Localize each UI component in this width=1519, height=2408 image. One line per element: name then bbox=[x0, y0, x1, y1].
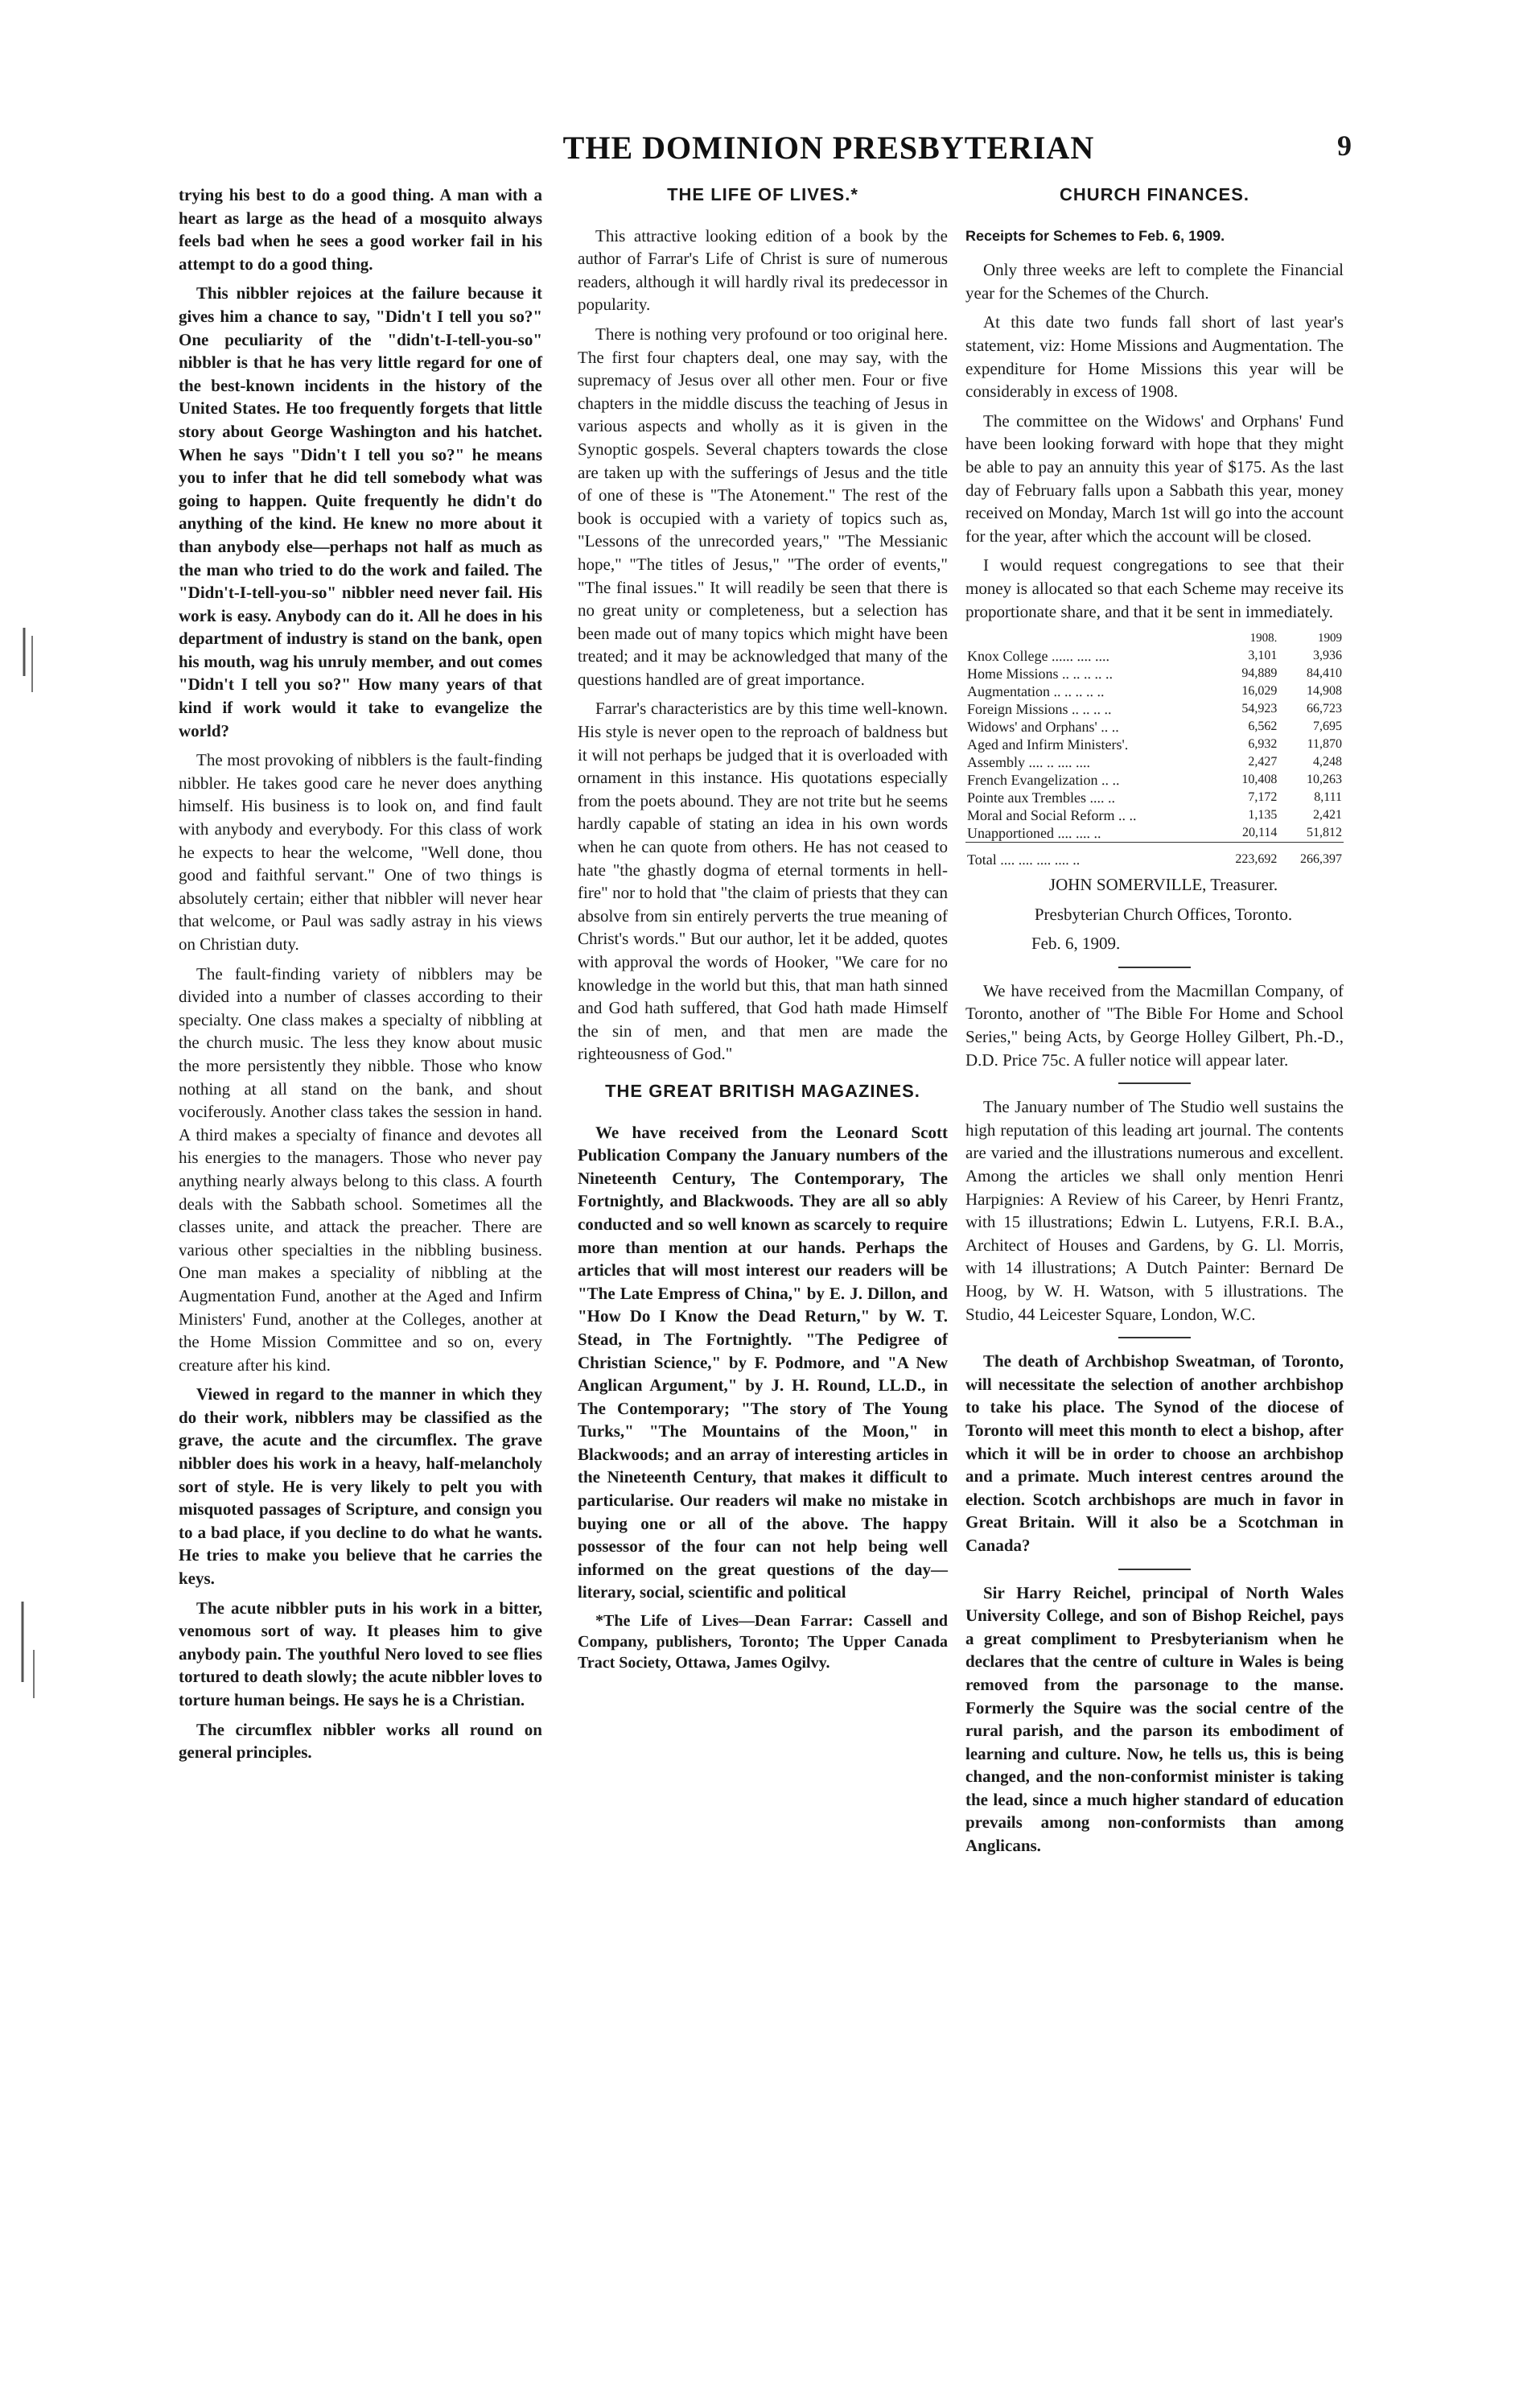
paragraph: Farrar's characteristics are by this time well-known. His style is never open to the reproach of baldness but it will not perhaps be judged that it is overloaded with ornament in this instance. His quotations especially from the poets abound. They are not trite but he seems hardly capable of stating an idea in his own words when he can quote from others. He has not ceased to hate "the ghastly dogma of eternal torments in hell-fire" nor to hold that "the claim of priests that they can absolve from sin entirely perverts the true meaning of Christ's words." But our author, let it be added, quotes with approval the words of Hooker, "We care for no knowledge in the world but this, that man hath sinned and God hath suffered, that God hath made Himself the sin of men, and that men are made the righteousness of God." bbox=[578, 699, 948, 1064]
row-value-1909: 51,812 bbox=[1307, 826, 1342, 840]
row-label: Widows' and Orphans' .. .. bbox=[967, 719, 1119, 736]
paragraph: At this date two funds fall short of last year's statement, viz: Home Missions and Augmentation. The expenditure for Home Missions this year will be considerably in excess of 1908. bbox=[965, 312, 1344, 402]
row-value-1909: 10,263 bbox=[1307, 773, 1342, 787]
paragraph: The January number of The Studio well sustains the high reputation of this leading art journal. The contents are varied and the illustrations numerous and excellent. Among the articles we shall only mention Henri Harpignies: A Review of his Career, by Henri Frantz, with 15 illustrations; Edwin L. Lutyens, F.R.I. B.A., Architect of Houses and Gardens, by G. Ll. Morris, with 14 illustrations; A Dutch Painter: Bernard De Hoog, by W. H. Watson, with 5 illustrations. The Studio, 44 Leicester Square, London, W.C. bbox=[965, 1097, 1344, 1324]
row-value-1909: 8,111 bbox=[1314, 790, 1342, 805]
paragraph: The most provoking of nibblers is the fault-finding nibbler. He takes good care he never does anything himself. His business is to look on, and find fault with anybody and everybody. For this class of work he expects to hear the welcome, "Well done, thou good and faithful servant." One of two things is absolutely certain; either that nibbler will never hear that welcome, or Paul was sadly astray in his views on Christian duty. bbox=[179, 750, 542, 954]
page-number: 9 bbox=[1337, 130, 1352, 162]
masthead-title: THE DOMINION PRESBYTERIAN bbox=[562, 130, 1095, 166]
row-value-1909: 4,248 bbox=[1313, 755, 1342, 769]
row-value-1909: 11,870 bbox=[1307, 737, 1342, 752]
row-label: Knox College ...... .... .... bbox=[967, 648, 1109, 665]
paragraph: Viewed in regard to the manner in which they do their work, nibblers may be classified as the grave, the acute and the circumflex. The grave nibbler does his work in a heavy, half-melancholy sort of style. He is very likely to pelt you with misquoted passages of Scripture, and consign you to a bad place, if you decline to do what he wants. He tries to make you believe that he carries the keys. bbox=[179, 1384, 542, 1589]
paragraph: Sir Harry Reichel, principal of North Wales University College, and son of Bishop Reichel, pays a great compliment to Presbyterianism when he declares that the centre of culture in Wales is being removed from the parsonage to the manse. Formerly the Squire was the social centre of the rural parish, and the parson its embodiment of learning and culture. Now, he tells us, this is being changed, and the non-conformist minister is taking the lead, since a much higher standard of education prevails among non-conformists than among Anglicans. bbox=[965, 1582, 1344, 1856]
row-value-1909: 84,410 bbox=[1307, 666, 1342, 681]
paragraph: We have received from the Leonard Scott Publication Company the January numbers of the Nineteenth Century, The Contemporary, The Fortnightly, and Blackwoods. They are all so ably conducted and so well known as scarcely to require more than mention at our hands. Perhaps the articles that will most interest our readers will be "The Late Empress of China," by E. J. Dillon, and "How Do I Know the Dead Return," by W. T. Stead, in The Fortnightly. "The Pedigree of Christian Science," by F. Podmore, and "A New Anglican Argument," by J. H. Round, LL.D., in The Contemporary; "The story of The Young Turks," "The Mountains of the Moon," in Blackwoods; and an array of interesting articles in the Nineteenth Century, that makes it difficult to particularise. Our readers wil make no mistake in buying one or all of the above. The happy possessor of the four can not help being well informed on the great questions of the day—literary, social, scientific and political bbox=[578, 1122, 948, 1602]
paragraph: I would request congregations to see that their money is allocated so that each Scheme may receive its proportionate share, and that it be sent in immediately. bbox=[965, 555, 1344, 621]
row-value-1908: 6,562 bbox=[1248, 720, 1278, 734]
row-label: Aged and Infirm Ministers'. bbox=[967, 736, 1129, 753]
row-label: French Evangelization .. .. bbox=[967, 772, 1120, 789]
treasurer-office: Presbyterian Church Offices, Toronto. bbox=[1034, 904, 1293, 924]
signature-date: Feb. 6, 1909. bbox=[1031, 934, 1121, 954]
row-value-1909: 2,421 bbox=[1313, 808, 1342, 823]
row-label: Assembly .... .. .... .... bbox=[967, 754, 1090, 771]
row-value-1908: 10,408 bbox=[1241, 773, 1278, 787]
table-header-1909: 1909 bbox=[1318, 632, 1342, 645]
row-label: Unapportioned .... .... .. bbox=[967, 825, 1101, 842]
row-value-1909: 66,723 bbox=[1307, 702, 1342, 716]
section-title-british-magazines: THE GREAT BRITISH MAGAZINES. bbox=[605, 1080, 920, 1101]
row-label: Home Missions .. .. .. .. .. bbox=[967, 666, 1114, 682]
paragraph: The acute nibbler puts in his work in a bitter, venomous sort of way. It pleases him to give anybody pain. The youthful Nero loved to see flies tortured to death slowly; the acute nibbler loves to torture human beings. He says he is a Christian. bbox=[179, 1598, 542, 1709]
section-subtitle: Receipts for Schemes to Feb. 6, 1909. bbox=[965, 227, 1225, 244]
row-value-1909: 3,936 bbox=[1313, 649, 1342, 663]
paragraph: trying his best to do a good thing. A man with a heart as large as the head of a mosquito always feels bad when he sees a good worker fail in his attempt to do a good thing. bbox=[179, 185, 542, 274]
row-value-1908: 16,029 bbox=[1241, 684, 1278, 699]
paragraph: This nibbler rejoices at the failure because it gives him a chance to say, "Didn't I tell you so?" One peculiarity of the "didn't-I-tell-you-so" nibbler is that he has very little regard for one of the best-known incidents in the history of the United States. He too frequently forgets that little story about George Washington and his hatchet. When he says "Didn't I tell you so?" he means you to infer that he did tell somebody what was going to happen. Quite frequently he didn't do anything of the kind. He knew no more about it than anybody else—perhaps not half as much as the man who tried to do the work and failed. The "Didn't-I-tell-you-so" nibbler need never fail. His work is easy. Anybody can do it. All he does in his department of industry is stand on the bank, open his mouth, wag his unruly member, and out comes "Didn't I tell you so?" How many years of that kind if work would it take to evangelize the world? bbox=[179, 283, 542, 740]
paragraph: There is nothing very profound or too original here. The first four chapters deal, one may say, with the supremacy of Jesus over all other men. Four or five chapters in the middle discuss the teaching of Jesus in various aspects and wholly as it is given in the Synoptic gospels. Several chapters towards the close are taken up with the sufferings of Jesus and the title of one of these is "The Atonement." The rest of the book is occupied with a variety of topics such as, "Lessons of the unrecorded years," "The Messianic hope," "The titles of Jesus," "The order of events," "The final issues." It will readily be seen that there is no great unity or completeness, but a selection has been made out of many topics which might have been treated; and it may be acknowledged that many of the questions handled are of great importance. bbox=[578, 324, 948, 689]
row-value-1908: 54,923 bbox=[1241, 702, 1278, 716]
total-1908: 223,692 bbox=[1214, 843, 1279, 869]
row-label: Moral and Social Reform .. .. bbox=[967, 807, 1137, 824]
total-1909: 266,397 bbox=[1278, 843, 1344, 869]
row-value-1908: 94,889 bbox=[1241, 666, 1278, 681]
paragraph: Only three weeks are left to complete the Financial year for the Schemes of the Church. bbox=[965, 260, 1344, 303]
row-value-1909: 14,908 bbox=[1307, 684, 1342, 699]
paragraph: The death of Archbishop Sweatman, of Toronto, will necessitate the selection of another archbishop to take his place. The Synod of the diocese of Toronto will meet this month to elect a bishop, after which it will be in order to choose an archbishop and a primate. Much interest centres around the election. Scotch archbishops are much in favor in Great Britain. Will it also be a Scotchman in Canada? bbox=[965, 1351, 1344, 1555]
section-title-life-of-lives: THE LIFE OF LIVES.* bbox=[667, 184, 858, 204]
footnote: *The Life of Lives—Dean Farrar: Cassell and Company, publishers, Toronto; The Upper Canada Tract Society, Ottawa, James Ogilvy. bbox=[578, 1612, 948, 1672]
row-value-1909: 7,695 bbox=[1313, 720, 1342, 734]
row-value-1908: 2,427 bbox=[1248, 755, 1278, 769]
table-header-1908: 1908. bbox=[1249, 632, 1278, 645]
row-value-1908: 3,101 bbox=[1248, 649, 1278, 663]
row-value-1908: 6,932 bbox=[1248, 737, 1278, 752]
section-title-church-finances: CHURCH FINANCES. bbox=[1060, 184, 1249, 204]
treasurer-signature: JOHN SOMERVILLE, Treasurer. bbox=[1048, 875, 1278, 895]
row-value-1908: 7,172 bbox=[1248, 790, 1278, 805]
row-label: Foreign Missions .. .. .. .. bbox=[967, 701, 1112, 718]
paragraph: This attractive looking edition of a book by the author of Farrar's Life of Christ is sure of numerous readers, although it will hardly rival its predecessor in popularity. bbox=[578, 225, 948, 315]
row-label: Augmentation .. .. .. .. .. bbox=[967, 683, 1105, 700]
paragraph: The circumflex nibbler works all round on general principles. bbox=[179, 1719, 542, 1763]
total-label: Total .... .... .... .... .. bbox=[965, 843, 1214, 869]
row-label: Pointe aux Trembles .... .. bbox=[967, 790, 1116, 806]
paragraph: The fault-finding variety of nibblers may be divided into a number of classes according to their specialty. One class makes a specialty of nibbling at the church music. The less they know about music the more persistently they nibble. Those who know nothing at all stand on the bank, and shout vociferously. Another class takes the session in hand. A third makes a specialty of finance and devotes all his energies to the managers. Those who never pay anything nearly always belong to this class. A fourth deals with the Sabbath school. Sometimes all the classes unite, and attack the preacher. There are various other specialties in the nibbling business. One man makes a speciality of nibbling at the Augmentation Fund, another at the Aged and Infirm Ministers' Fund, another at the Colleges, another at the Home Mission Committee and so on, every creature after his kind. bbox=[179, 963, 542, 1375]
row-value-1908: 20,114 bbox=[1241, 826, 1278, 840]
paragraph: The committee on the Widows' and Orphans' Fund have been looking forward with hope that they might be able to pay an annuity this year of $175. As the last day of February falls upon a Sabbath this year, money received on Monday, March 1st will go into the account for the year, after which the account will be closed. bbox=[965, 410, 1344, 546]
paragraph: We have received from the Macmillan Company, of Toronto, another of "The Bible For Home and School Series," being Acts, by George Holley Gilbert, Ph.-D., D.D. Price 75c. A fuller notice will appear later. bbox=[965, 980, 1344, 1070]
row-value-1908: 1,135 bbox=[1248, 808, 1278, 823]
